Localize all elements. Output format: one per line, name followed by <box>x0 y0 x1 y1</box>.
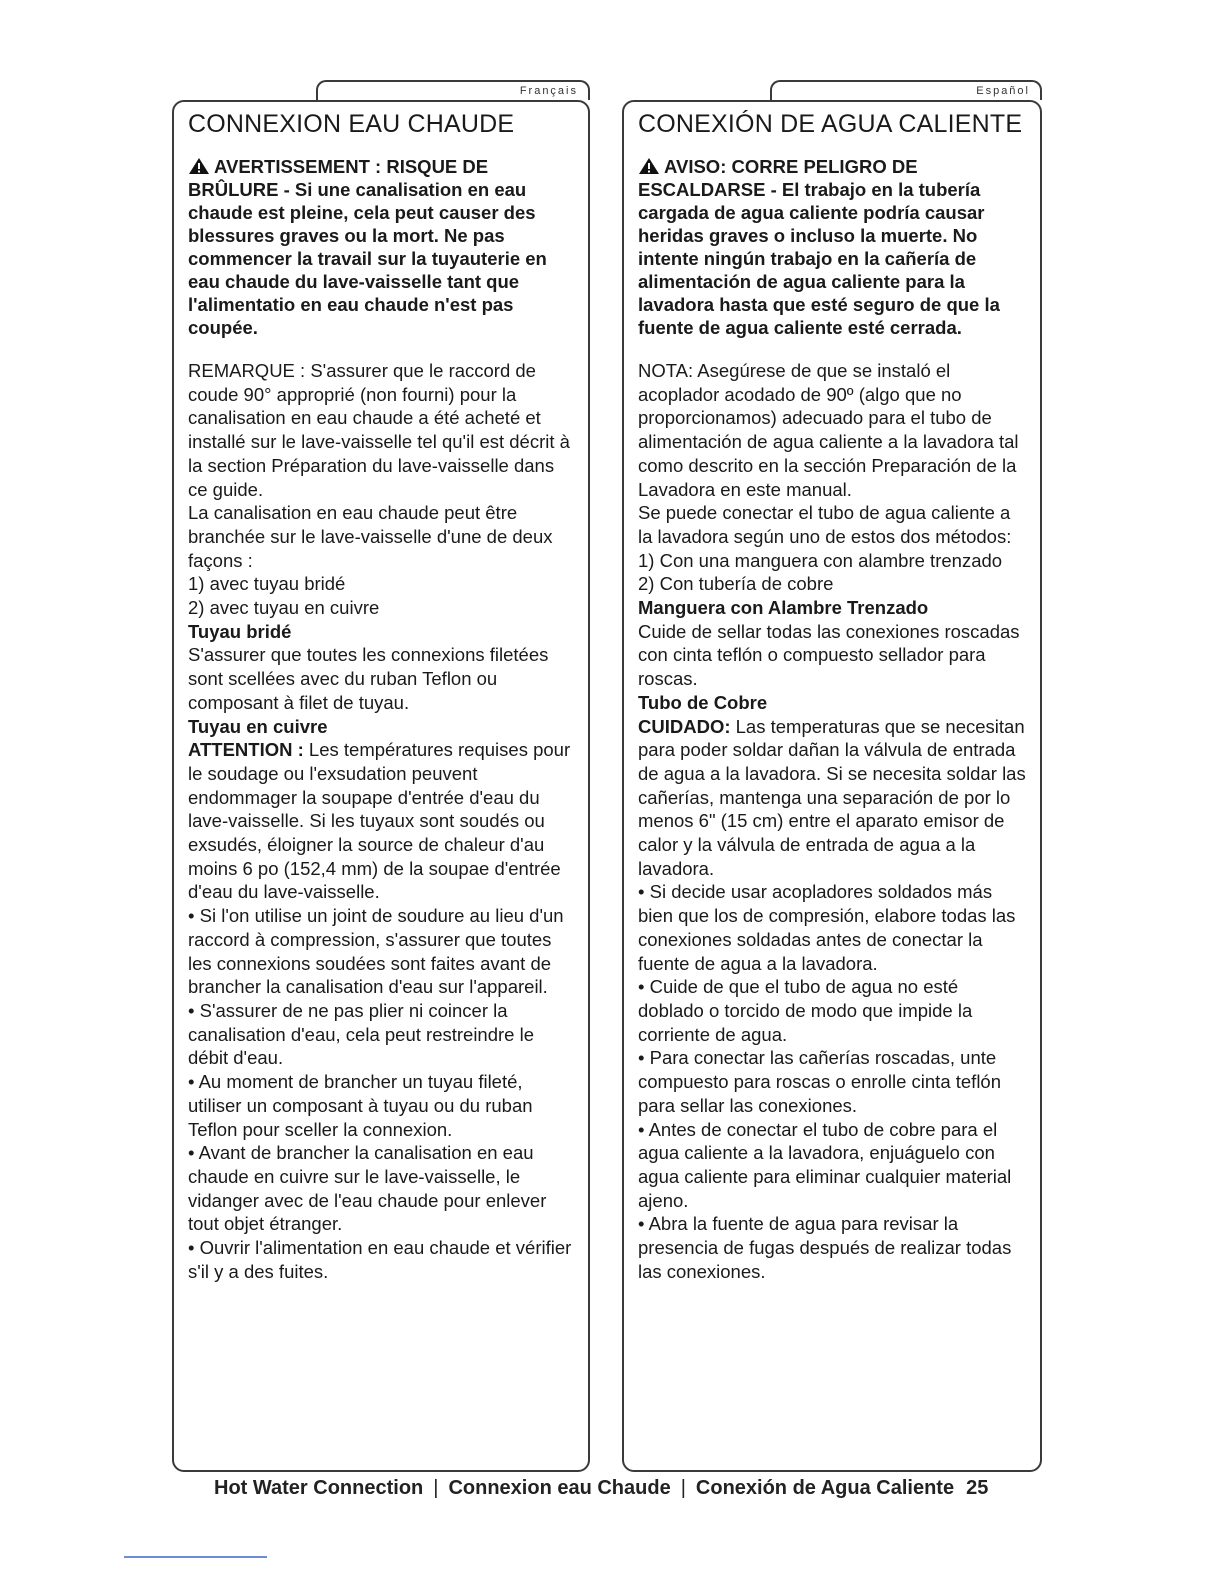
footer-title-es: Conexión de Agua Caliente <box>695 1477 955 1499</box>
spanish-subtext-1: Cuide de sellar todas las conexiones roscadas con cinta teflón o compuesto sellador para roscas. <box>638 620 1020 690</box>
french-bullet-4: • Avant de brancher la canalisation en eau chaude en cuivre sur le lave-vaisselle, le vidanger avec de l'eau chaude pour enlever tout objet étranger. <box>188 1142 547 1235</box>
spanish-heading: CONEXIÓN DE AGUA CALIENTE <box>638 110 1023 138</box>
spanish-intro: Se puede conectar el tubo de agua caliente a la lavadora según uno de estos dos métodos: <box>638 502 1012 547</box>
spanish-nota: NOTA: Asegúrese de que se instaló el acoplador acodado de 90º (algo que no proporcionamos) adecuado para el tubo de alimentación de agua caliente a la lavadora tal como descrito en la sección Preparación de la Lavadora en este manual. <box>638 360 1019 500</box>
french-attention-label: ATTENTION : <box>188 739 304 761</box>
spanish-bullet-4: • Antes de conectar el tubo de cobre para el agua caliente a la lavadora, enjuáguelo con agua caliente para eliminar cualquier material ajeno. <box>638 1118 1012 1211</box>
spanish-subheading-2: Tubo de Cobre <box>638 691 768 713</box>
french-attention <box>188 738 574 904</box>
french-subtext-1: S'assurer que toutes les connexions filetées sont scellées avec du ruban Teflon ou composant à filet de tuyau. <box>188 644 549 713</box>
french-subheading-1: Tuyau bridé <box>188 620 292 642</box>
spanish-cuidado <box>638 715 1026 881</box>
french-attention-text: Les températures requises pour le soudage ou l'exsudation peuvent endommager la soupape d'entrée d'eau du lave-vaisselle. Si les tuyaux sont soudés ou exsudés, éloigner la source de chaleur d'au moins 6 po (152,4 mm) de la soupae d'entrée d'eau du lave-vaisselle. <box>188 739 571 903</box>
footer-title-fr: Connexion eau Chaude <box>448 1477 671 1499</box>
warning-triangle-icon <box>638 157 660 175</box>
bottom-rule <box>124 1556 267 1558</box>
page-footer <box>214 1477 1044 1500</box>
french-bullet-1: • Si l'on utilise un joint de soudure au lieu d'un raccord à compression, s'assurer que toutes les connexions soudées sont faites avant de brancher la canalisation d'eau sur l'appareil. <box>188 905 564 998</box>
spanish-bullet-1: • Si decide usar acopladores soldados más bien que los de compresión, elabore todas las conexiones soldadas antes de conectar la fuente de agua a la lavadora. <box>638 881 1016 974</box>
spanish-warning-text: AVISO: CORRE PELIGRO DE ESCALDARSE - El trabajo en la tubería cargada de agua caliente podría causar heridas graves o incluso la muerte. No intente ningún trabajo en la cañería de alimentación de agua caliente para la lavadora hasta que esté seguro de que la fuente de agua caliente esté cerrada. <box>638 156 1000 338</box>
spanish-option-2: 2) Con tubería de cobre <box>638 573 834 595</box>
spanish-bullet-5: • Abra la fuente de agua para revisar la presencia de fugas después de realizar todas las conexiones. <box>638 1213 1012 1282</box>
spanish-cuidado-label: CUIDADO: <box>638 715 731 737</box>
french-remarque: REMARQUE : S'assurer que le raccord de coude 90° approprié (non fourni) pour la canalisation en eau chaude a été acheté et installé sur le lave-vaisselle tel qu'il est décrit à la section Préparation du lave-vaisselle dans ce guide. <box>188 360 570 500</box>
french-heading: CONNEXION EAU CHAUDE <box>188 110 515 138</box>
french-panel <box>172 100 590 1472</box>
french-body <box>188 359 574 1283</box>
footer-title-en: Hot Water Connection <box>214 1477 424 1499</box>
french-bullet-3: • Au moment de brancher un tuyau fileté, utiliser un composant à tuyau ou du ruban Teflon pour sceller la connexion. <box>188 1071 533 1140</box>
language-tab-spanish: Español <box>770 80 1042 100</box>
spanish-bullet-2: • Cuide de que el tubo de agua no esté doblado o torcido de modo que impide la corriente de agua. <box>638 976 973 1045</box>
warning-triangle-icon <box>188 157 210 175</box>
language-tab-french: Français <box>316 80 590 100</box>
spanish-warning <box>638 155 1026 339</box>
footer-separator: | <box>433 1477 439 1499</box>
french-option-1: 1) avec tuyau bridé <box>188 573 346 595</box>
french-warning-text: AVERTISSEMENT : RISQUE DE BRÛLURE - Si une canalisation en eau chaude est pleine, cela peut causer des blessures graves ou la mort. Ne pas commencer la travail sur la tuyauterie en eau chaude du lave-vaisselle tant que l'alimentatio en eau chaude n'est pas coupée. <box>188 156 547 338</box>
french-bullet-2: • S'assurer de ne pas plier ni coincer la canalisation d'eau, cela peut restreindre le débit d'eau. <box>188 999 534 1069</box>
spanish-body <box>638 359 1026 1283</box>
french-intro: La canalisation en eau chaude peut être branchée sur le lave-vaisselle d'une de deux façons : <box>188 502 553 571</box>
spanish-cuidado-text: Las temperaturas que se necesitan para poder soldar dañan la válvula de entrada de agua a la lavadora. Si se necesita soldar las cañerías, mantenga una separación de por lo menos 6" (15 cm) entre el aparato emisor de calor y la válvula de entrada de agua a la lavadora. <box>638 715 1026 879</box>
french-subheading-2: Tuyau en cuivre <box>188 715 328 737</box>
spanish-bullet-3: • Para conectar las cañerías roscadas, unte compuesto para roscas o enrolle cinta teflón para sellar las conexiones. <box>638 1047 1002 1116</box>
french-option-2: 2) avec tuyau en cuivre <box>188 597 380 619</box>
page-number: 25 <box>966 1477 989 1499</box>
spanish-panel <box>622 100 1042 1472</box>
footer-separator: | <box>680 1477 686 1499</box>
spanish-option-1: 1) Con una manguera con alambre trenzado <box>638 549 1003 571</box>
french-bullet-5: • Ouvrir l'alimentation en eau chaude et vérifier s'il y a des fuites. <box>188 1237 572 1282</box>
spanish-subheading-1: Manguera con Alambre Trenzado <box>638 597 929 619</box>
french-warning <box>188 155 574 339</box>
